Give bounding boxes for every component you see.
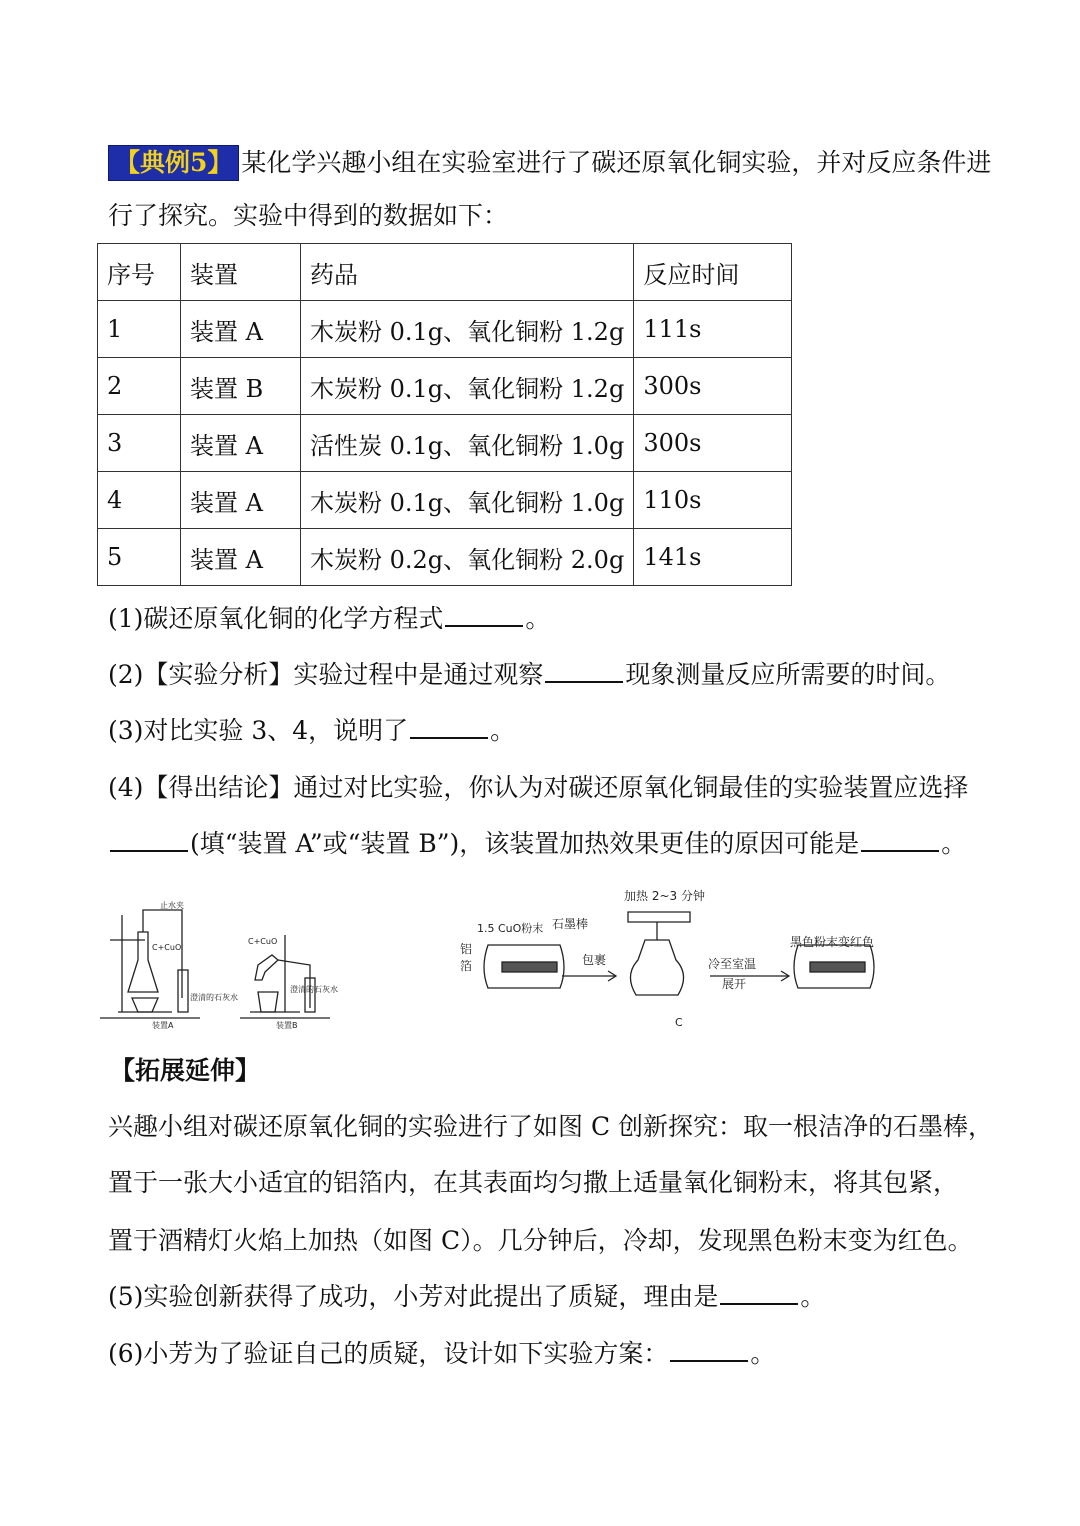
table-cell: 装置 A: [181, 472, 301, 529]
apparatus-b-reagent: C+CuO: [248, 937, 278, 946]
question-3-end: 。: [490, 716, 516, 745]
table-cell: 2: [98, 358, 181, 415]
answer-blank: [670, 1342, 748, 1362]
extension-paragraph-2: 置于一张大小适宜的铝箔内，在其表面均匀撒上适量氧化铜粉末，将其包紧，: [108, 1168, 959, 1197]
apparatus-c-unfold: 展开: [722, 977, 747, 991]
question-1-text: (1)碳还原氧化铜的化学方程式: [108, 604, 444, 633]
apparatus-a-label: 装置A: [152, 1021, 174, 1030]
table-header-cell: 装置: [181, 244, 301, 301]
table-cell: 装置 B: [181, 358, 301, 415]
answer-blank: [861, 832, 939, 852]
answer-blank: [720, 1285, 798, 1305]
question-5-end: 。: [800, 1282, 826, 1311]
answer-blank: [110, 832, 188, 852]
intro-line-2: 行了探究。实验中得到的数据如下：: [108, 201, 509, 230]
question-2-text: (2)【实验分析】实验过程中是通过观察: [108, 660, 544, 689]
question-4-text: (填“装置 A”或“装置 B”)，该装置加热效果更佳的原因可能是: [190, 829, 860, 858]
question-5: [108, 1282, 825, 1312]
apparatus-c-result: 黑色粉末变红色: [790, 935, 875, 949]
apparatus-b-limewater: 澄清的石灰水: [290, 985, 338, 994]
table-header-cell: 序号: [98, 244, 181, 301]
question-4-end: 。: [941, 829, 967, 858]
table-cell: 装置 A: [181, 529, 301, 586]
apparatus-b-diagram: [240, 935, 330, 1018]
apparatus-a-limewater: 澄清的石灰水: [190, 993, 238, 1002]
table-cell: 装置 A: [181, 301, 301, 358]
answer-blank: [445, 607, 523, 627]
intro-line-1: [108, 145, 991, 181]
question-2: [108, 660, 950, 690]
question-4-line-2: [108, 829, 966, 859]
experiment-figure: [100, 880, 900, 1040]
question-4-line-1: (4)【得出结论】通过对比实验，你认为对碳还原氧化铜最佳的实验装置应选择: [108, 773, 969, 802]
question-3: [108, 716, 515, 746]
answer-blank: [545, 663, 623, 683]
table-cell: 3: [98, 415, 181, 472]
apparatus-a-diagram: [100, 910, 200, 1018]
extension-paragraph-1: 兴趣小组对碳还原氧化铜的实验进行了如图 C 创新探究：取一根洁净的石墨棒，: [108, 1112, 994, 1141]
apparatus-c-rod: 石墨棒: [552, 917, 589, 931]
extension-paragraph-3: 置于酒精灯火焰上加热（如图 C）。几分钟后，冷却，发现黑色粉末变为红色。: [108, 1226, 973, 1255]
table-cell: 装置 A: [181, 415, 301, 472]
apparatus-c-label: C: [675, 1016, 683, 1029]
table-cell: 1: [98, 301, 181, 358]
table-cell: 300s: [634, 415, 792, 472]
table-cell: 141s: [634, 529, 792, 586]
apparatus-a-reagent: C+CuO: [152, 943, 182, 952]
question-1: [108, 604, 550, 634]
table-row: [98, 529, 792, 586]
apparatus-c-cool: 冷至室温: [708, 957, 757, 971]
apparatus-c-powder: 1.5 CuO粉末: [477, 922, 544, 935]
intro-text-1: 某化学兴趣小组在实验室进行了碳还原氧化铜实验，并对反应条件进: [241, 148, 992, 177]
question-3-text: (3)对比实验 3、4，说明了: [108, 716, 409, 745]
table-cell: 4: [98, 472, 181, 529]
table-row: [98, 415, 792, 472]
table-row: [98, 472, 792, 529]
table-cell: 111s: [634, 301, 792, 358]
table-cell: 5: [98, 529, 181, 586]
apparatus-b-label: 装置B: [276, 1021, 298, 1030]
question-1-end: 。: [525, 604, 551, 633]
question-6-end: 。: [750, 1339, 776, 1368]
table-header-cell: 反应时间: [634, 244, 792, 301]
question-6-text: (6)小芳为了验证自己的质疑，设计如下实验方案：: [108, 1339, 669, 1368]
apparatus-c-heat: 加热 2~3 分钟: [624, 889, 705, 903]
question-5-text: (5)实验创新获得了成功，小芳对此提出了质疑，理由是: [108, 1282, 719, 1311]
table-cell: 木炭粉 0.1g、氧化铜粉 1.2g: [301, 301, 634, 358]
apparatus-c-step-wrap: 包裹: [582, 953, 607, 967]
answer-blank: [410, 719, 488, 739]
table-header-cell: 药品: [301, 244, 634, 301]
table-cell: 110s: [634, 472, 792, 529]
apparatus-a-top-label: 止水夹: [160, 901, 184, 910]
example-tag: 【典例5】: [108, 145, 239, 181]
apparatus-c-foil-1: 铝: [460, 942, 473, 956]
data-table: [97, 243, 792, 586]
table-cell: 木炭粉 0.1g、氧化铜粉 1.0g: [301, 472, 634, 529]
table-cell: 300s: [634, 358, 792, 415]
extension-heading: 【拓展延伸】: [110, 1056, 261, 1085]
question-2-end: 现象测量反应所需要的时间。: [625, 660, 951, 689]
table-row: [98, 358, 792, 415]
table-row: [98, 301, 792, 358]
apparatus-c-foil-2: 箔: [460, 959, 473, 973]
question-6: [108, 1339, 775, 1369]
table-cell: 木炭粉 0.2g、氧化铜粉 2.0g: [301, 529, 634, 586]
table-cell: 活性炭 0.1g、氧化铜粉 1.0g: [301, 415, 634, 472]
table-header-row: [98, 244, 792, 301]
table-cell: 木炭粉 0.1g、氧化铜粉 1.2g: [301, 358, 634, 415]
